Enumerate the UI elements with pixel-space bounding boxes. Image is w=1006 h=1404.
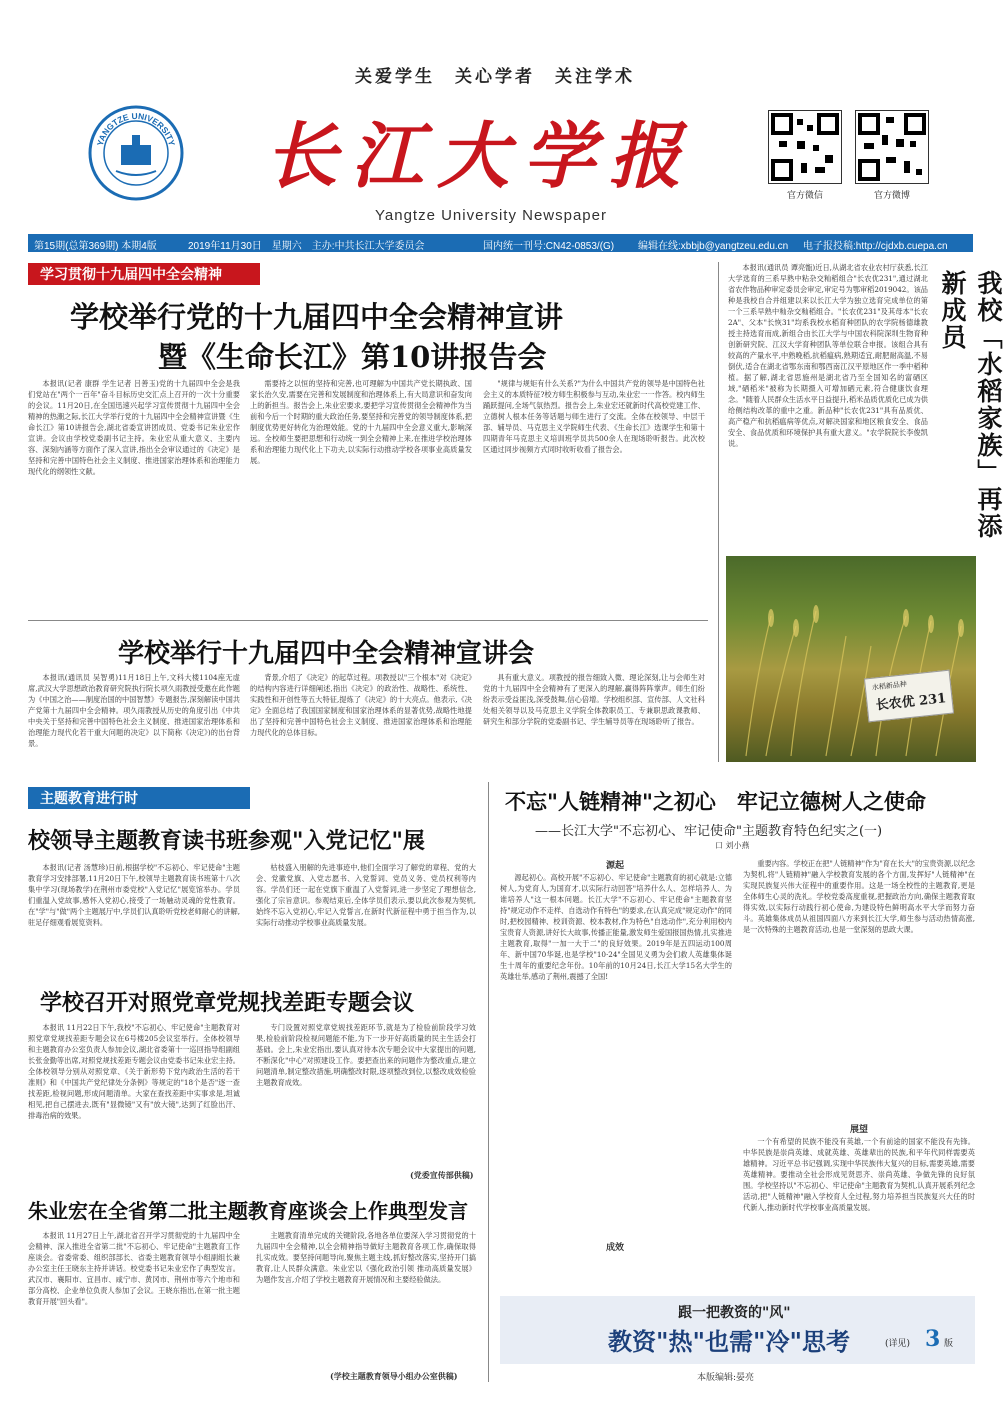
article-5-col-2: 主题教育清单完成的关键阶段,各地各单位要深入学习贯彻党的十九届四中全会精神,以全会精神指导做好主题教育各项工作,确保取得扎实成效。要坚持问题导向,聚焦主题主线,抓好整改落实,坚持开门搞教育,让人民群众满意。朱业宏以《强化政治引领 推动高质量发展》为题作发言,介绍了学校主题教育开展情况和主要经验做法。 bbox=[256, 1231, 476, 1284]
qr-label-weibo: 官方微博 bbox=[874, 190, 911, 200]
rice-field-photo bbox=[726, 556, 976, 762]
headline-3: 校领导主题教育读书班参观"入党记忆"展 bbox=[28, 828, 425, 854]
subheading-origin: 源起 bbox=[605, 861, 624, 871]
page-editor: 本版编辑:晏亮 bbox=[697, 1373, 755, 1383]
article-4-col-2: 专门设置对照党章党规找差距环节,就是为了检验前阶段学习效果,检验前阶段检视问题能不能,为下一步开好高质量的民主生活会打基础。会上,朱业宏指出,要认真对待本次专题会议中大家提出的问题,不断深化"中心"对照建设工作。要把查出来的问题作为整改重点,建立问题清单,制定整改措施,明确整改时限,逐项整改到位,以整改成效检验主题教育成效。 bbox=[256, 1023, 476, 1087]
masthead-title: 长江大学报 bbox=[265, 113, 696, 198]
promo-page-number: 3 bbox=[925, 1326, 941, 1352]
issue-info: 第15期(总第369期) 本期4版 bbox=[34, 241, 157, 252]
headline-1-line1: 学校举行党的十九届四中全会精神宣讲 bbox=[70, 300, 564, 334]
headline-1-line2: 暨《生命长江》第10讲报告会 bbox=[158, 340, 547, 374]
promo-box[interactable] bbox=[500, 1296, 975, 1364]
divider bbox=[28, 620, 708, 621]
article-6-col-3: 一个有希望的民族不能没有英雄,一个有前途的国家不能没有先锋。中华民族是崇尚英雄、成就英雄、英雄辈出的民族,和平年代同样需要英雄精神。习近平总书记强调,实现中华民族伟大复兴的目标,需要英雄,需要英雄精神。要推动全社会形成见贤思齐、崇尚英雄、争做先锋的良好氛围。学校坚持以"不忘初心、牢记使命"主题教育为契机,认真开展系列纪念活动,把"人链精神"融入学校育人全过程,努力培养担当民族复兴大任的时代新人,推动新时代学校事业高质量发展。 bbox=[743, 1137, 975, 1212]
article-5-signoff: (学校主题教育领导小组办公室供稿) bbox=[330, 1371, 458, 1381]
article-5-col-1: 本报讯 11月27日上午,湖北省召开学习贯彻党的十九届四中全会精神、深入推进全省第二批"不忘初心、牢记使命"主题教育工作座谈会。省委常委、组织部部长、省委主题教育领导小组副组长兼办公室主任王晓东主持并讲话。校党委书记朱业宏作了典型发言。武汉市、襄阳市、宜昌市、咸宁市、黄冈市、荆州市等六个地市和部分高校、企业单位负责人参加了会议。王晓东指出,在第一批主题教育开展"回头看"。 bbox=[28, 1231, 240, 1306]
article-3-col-2: 枯枝盛入朋解的先进事迹中,他们全面学习了解党的章程、党的大会、党徽党旗、入党志愿书、入党誓词、党员义务、党员权利等内容。学员们还一起在党旗下重温了入党誓词,进一步坚定了理想信念,强化了宗旨意识。参观结束后,全体学员们表示,要以此次参观为契机,始终不忘入党初心,牢记入党誓言,在新时代新征程中勇于担当作为,以实际行动推动学校事业高质量发展。 bbox=[256, 863, 476, 927]
rice-article-text: 本报讯(通讯员 谭亮甑)近日,从湖北省农业农村厅获悉,长江大学选育的三系早熟中粘杂交籼稻组合"长农优231",通过湖北省农作物品种审定委员会审定,审定号为鄂审稻2019042。该品种是我校自合并组建以来以长江大学为独立选育完成单位的第一个三系早熟中籼杂交籼稻组合。"长农优231"及其母本"长农2A"、父本"长恢31"均系我校水稻育种团队的农学院杨德雄教授主持选育而成,新组合由长江大学与中国农科院深圳生物育种创新研究院、江汉大学育种团队等单位联合申报。该组合具有较高的产量水平,中熟晚稻,抗稻瘟病,熟期适宜,耐肥耐高温,不易倒伏,适合在湖北省鄂东南和鄂西南江汉平原地区作一季中稻种植。据了解,湖北省思施州是湖北省乃至全国知名的富硒区域,"硒稻米"被称为长期摄入可增加硒元素,符合健康饮食理念。"随着人民群众生活水平日益提升,稻米品质优质化已成为供给侧结构改革的重中之重。新品种"长农优231"具有品质优、高产稳产和抗稻瘟病等优点,对解决国家和地区粮食安全、食品安全、食品优质和环境保护具有重大意义。"农学院院长李俊凯说。 bbox=[728, 263, 928, 448]
article-2-col-2: 背景,介绍了《决定》的起草过程。项教授以"三个根本"对《决定》的结构内容进行详细阐述,指出《决定》的政治性、战略性、系统性、实践性和开创性等五大特征,提炼了《决定》的十大亮点。他表示,《决定》全面总结了我国国家制度和国家治理体系的显著优势,战略性地提出了坚持和完善中国特色社会主义制度、推进国家治理体系和治理能力现代化的总体目标。 bbox=[250, 673, 472, 737]
headline-5: 朱业宏在全省第二批主题教育座谈会上作典型发言 bbox=[28, 1199, 468, 1223]
logo-text: YANGTZE UNIVERSITY bbox=[94, 110, 178, 147]
article-3-col-1: 本报讯(记者 汤慧珍)日前,根据学校"不忘初心、牢记使命"主题教育学习安排部署,11月20日下午,校领导主题教育读书班第十八次集中学习(现场教学)在荆州市委党校"入党记忆"展览馆举办。学员们重温入党故事,感怀入党初心,接受了一场触动灵魂的党性教育。在"学"与"做"两个主题展厅中,学员们认真聆听党校老师耐心的讲解,驻足仔细观看展览资料。 bbox=[28, 863, 240, 927]
promo-kicker: 跟一把教资的"风" bbox=[678, 1305, 791, 1321]
rice-vertical-title: 我校「水稻家族」再添新成员 bbox=[938, 270, 1003, 540]
editor-email[interactable]: 编辑在线:xbbjb@yangtzeu.edu.cn bbox=[638, 241, 789, 252]
headline-6: 不忘"人链精神"之初心 牢记立德树人之使命 bbox=[505, 789, 926, 814]
info-bar bbox=[28, 234, 973, 252]
university-logo bbox=[88, 105, 184, 201]
promo-detail: (详见) bbox=[885, 1339, 911, 1349]
english-name: Yangtze University Newspaper bbox=[375, 207, 607, 224]
headline-6-subtitle: ——长江大学"不忘初心、牢记使命"主题教育特色纪实之(一) bbox=[535, 824, 883, 839]
article-1-col-1: 本报讯(记者 康群 学生记者 吕善玉)党的十九届四中全会是我们党站在"两个一百年"奋斗目标历史交汇点上召开的一次十分重要的会议。11月20日,在全国迅速兴起学习宣传贯彻十九届四中全会精神的热潮之际,长江大学举行党的十九届四中全会精神宣讲暨《生命长江》第10讲报告会,湖北省委宣讲团成员、党委书记朱业宏作宣讲。会议由学校党委副书记主持。朱业宏从重大意义、主要内容、深刻内涵等方面作了深入宣讲,指出全会审议通过的《决定》是坚持和完善中国特色社会主义制度、推进国家治理体系和治理能力现代化的纲领性文献。 bbox=[28, 379, 240, 476]
subheading-outlook: 展望 bbox=[849, 1125, 868, 1135]
section-banner-plenary: 学习贯彻十九届四中全会精神 bbox=[28, 263, 260, 285]
date-info: 2019年11月30日 星期六 主办:中共长江大学委员会 bbox=[188, 241, 425, 252]
column-divider-2 bbox=[488, 782, 489, 1382]
headline-4: 学校召开对照党章党规找差距专题会议 bbox=[40, 990, 415, 1016]
article-1-col-2: 需要持之以恒的坚持和完善,也可理解为中国共产党长期执政、国家长治久安,需要在完善和发展制度和治理体系上,有大局意识和奋发向上的新担当。报告会上,朱业宏要求,要把学习宣传贯彻全会精神作为当前和今后一个时期的重大政治任务,要坚持和完善党的领导制度体系,把制度优势更好转化为治理效能。党的十九届四中全会意义重大,影响深远。全校师生要把思想和行动统一到全会精神上来,在推进学校治理体系和治理能力现代化上下功夫,以实际行动推动学校各项事业高质量发展。 bbox=[250, 379, 472, 465]
article-6-col-1: 源起初心。高校开展"不忘初心、牢记使命"主题教育的初心就是:立德树人,为党育人,为国育才,以实际行动回答"培养什么人、怎样培养人、为谁培养人"这一根本问题。长江大学"不忘初心、牢记使命"主题教育坚持"规定动作不走样、自选动作有特色"的要求,在认真完成"规定动作"的同时,把校园精神、校训资源、校本教材,作为特色"自选动作",充分利用校内宝贵育人资源,讲好长大故事,传播正能量,激发师生爱国报国热情,扎实推进主题教育,取得"一加一大于二"的良好效果。2019年是五四运动100周年、新中国70华诞,也是学校"10·24"全国见义勇为会们救人英雄集体诞生十周年的重要纪念年份。10年前的10月24日,长江大学15名大学生的英雄壮举,感动了荆州,震撼了全国! bbox=[500, 873, 732, 981]
column-divider bbox=[718, 262, 719, 762]
article-6-byline: 口 刘小燕 bbox=[715, 841, 750, 850]
promo-title: 教资"热"也需"冷"思考 bbox=[608, 1327, 851, 1356]
article-6-col-2: 重要内容。学校正在把"人链精神"作为"育在长大"的宝贵资源,以纪念为契机,将"人链精神"融入学校教育发展的各个方面,发挥好"人链精神"在实现民族复兴伟大征程中的重要作用。这是一场全校性的主题教育,更是全体师生心灵的洗礼。学校党委高度重视,把握政治方向,确保主题教育取得实效,以实际行动践行初心使命,为建设特色鲜明高水平大学而努力奋斗。英雄集体成员从祖国四面八方来到长江大学,师生参与活动热情高涨,是一次特殊的主题教育活动,也是一堂深刻的思政大课。 bbox=[743, 859, 975, 934]
qr-code-weibo bbox=[855, 110, 929, 184]
section-banner-theme-education: 主题教育进行时 bbox=[28, 787, 250, 809]
subheading-result: 成效 bbox=[605, 1243, 624, 1253]
article-4-signoff: (党委宣传部供稿) bbox=[410, 1170, 474, 1180]
qr-code-wechat bbox=[768, 110, 842, 184]
variety-sign: 水稻新品种 长农优 231 bbox=[864, 670, 954, 723]
slogan: 关爱学生 关心学者 关注学术 bbox=[355, 67, 635, 87]
publication-number: 国内统一刊号:CN42-0853/(G) bbox=[483, 241, 615, 252]
qr-label-wechat: 官方微信 bbox=[787, 190, 824, 200]
article-1-col-3: "规律与规矩有什么关系?"为什么中国共产党的领导是中国特色社会主义的本质特征?校方师生积极参与互动,朱业宏一一作答。校内师生踊跃提问,全场气氛热烈。报告会上,朱业宏还就新时代高校党建工作、立德树人根本任务等话题与师生进行了交流。全体在校领导、中层干部、辅导员、马克思主义学院师生代表、《生命长江》选课学生和第十四期青年马克思主义培训班学员共500余人在现场聆听报告。此次校区通过同步视频方式同时收听收看了报告会。 bbox=[483, 379, 705, 454]
article-2-col-1: 本报讯(通讯员 吴智勇)11月18日上午,文科大楼1104座无虚席,武汉大学思想政治教育研究院执行院长项久雨教授受邀在此作题为《中国之治——制度治国的中国智慧》专题报告,深刻解读中国共产党第十九届四中全会精神。项久雨教授从历史的角度引出《中共中央关于坚持和完善中国特色社会主义制度、推进国家治理体系和治理能力现代化若干重大问题的决定》以下简称《决定》)的出台背景。 bbox=[28, 673, 240, 748]
headline-2: 学校举行十九届四中全会精神宣讲会 bbox=[118, 639, 535, 669]
promo-page-suffix: 版 bbox=[944, 1339, 954, 1349]
submission-website[interactable]: 电子报投稿:http://cjdxb.cuepa.cn bbox=[803, 241, 948, 252]
article-2-col-3: 具有重大意义。项教授的报告细致入微、理论深刻,让与会师生对党的十九届四中全会精神有了更深入的理解,赢得阵阵掌声。师生们纷纷表示受益匪浅,深受鼓舞,信心倍增。学校组织部、宣传部、人文社科处相关领导以及马克思主义学院全体教职员工、专兼职思政课教师、研究生和部分学院的党委副书记、学生辅导员等在现场聆听了报告。 bbox=[483, 673, 705, 726]
article-4-col-1: 本报讯 11月22日下午,我校"不忘初心、牢记使命"主题教育对照党章党规找差距专题会议在6号楼205会议室举行。全体校领导和主题教育办公室负责人参加会议,湖北省委第十一巡回指导组副组长张金勤等出席,对照党规找差距专题会议由党委书记朱业宏主持。全体校领导分别从对照党章、《关于新形势下党内政治生活的若干准则》和《中国共产党纪律处分条例》等规定的"18个是否"逐一查找差距,检视问题,形成问题清单。大家在查找差距中实事求是,坦诚相见,把自己摆进去,既有"显微镜"又有"放大镜",达到了红脸出汗、排毒治病的效果。 bbox=[28, 1023, 240, 1120]
